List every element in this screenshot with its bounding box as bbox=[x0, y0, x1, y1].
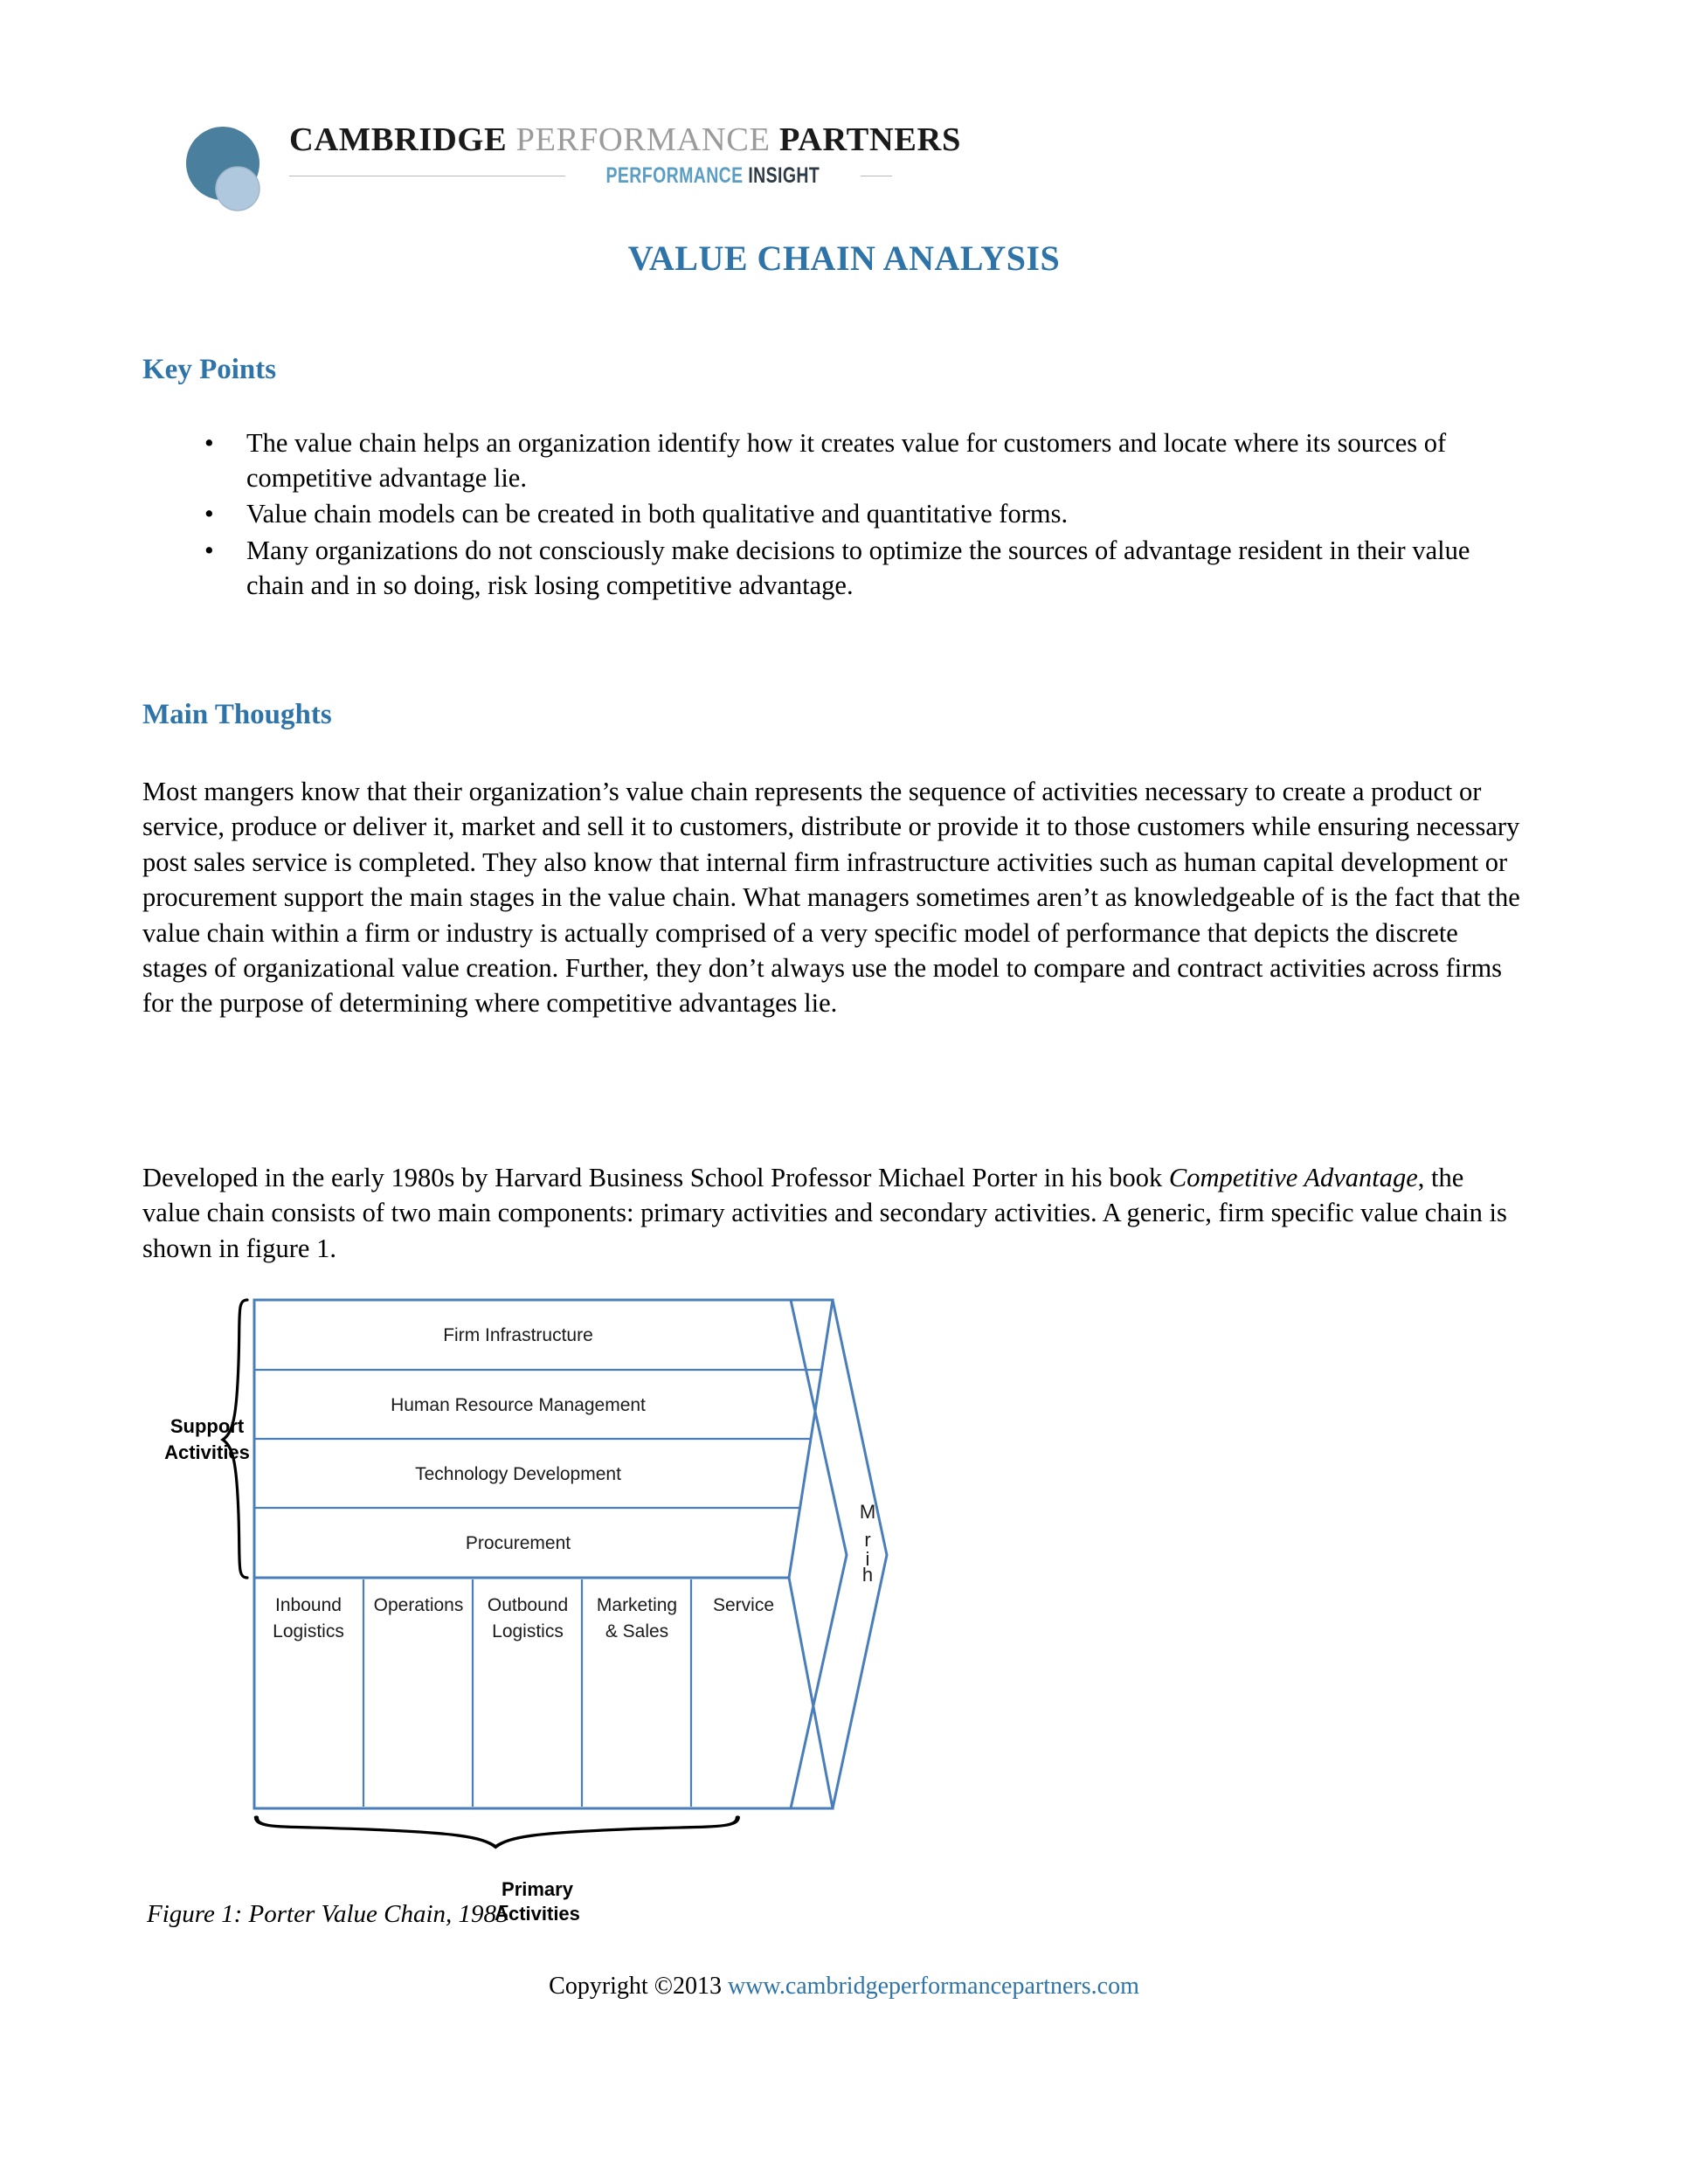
margin-label-char: h bbox=[861, 1564, 874, 1586]
logo-mark-icon bbox=[179, 124, 282, 213]
list-item bbox=[194, 534, 1522, 603]
logo-word-performance: PERFORMANCE bbox=[515, 121, 771, 158]
page-title: VALUE CHAIN ANALYSIS bbox=[627, 238, 1061, 278]
body-paragraph-1: Most mangers know that their organization’s value chain represents the sequence of activities necessary to create a product or service, produce or deliver it, market and sell it to customers, distribute or provide it to those customers while ensuring necessary post sales service is completed. They also know that internal firm infrastructure activities such as human capital development or procurement support the main stages in the value chain. What managers sometimes aren’t as knowledgeable of is the fact that the value chain within a firm or industry is actually comprised of a very specific model of performance that depicts the discrete stages of organizational value creation. Further, they don’t always use the model to compare and contract activities across firms for the purpose of determining where competitive advantages lie. bbox=[142, 777, 1520, 1019]
logo-tagline-row bbox=[289, 163, 892, 189]
primary-activities-label-line2: Activities bbox=[495, 1903, 580, 1925]
figure-caption: Figure 1: Porter Value Chain, 1985 bbox=[147, 1900, 509, 1928]
logo-word-partners: PARTNERS bbox=[778, 121, 961, 158]
list-item bbox=[194, 497, 1522, 532]
list-item-text: The value chain helps an organization identify how it creates value for customers and locate where its sources of competitive advantage lie. bbox=[246, 428, 1447, 493]
footer bbox=[0, 1973, 1688, 2001]
margin-label-char: r bbox=[864, 1529, 871, 1551]
primary-activity-label: Marketing bbox=[596, 1595, 678, 1615]
primary-activity-label: Logistics bbox=[492, 1621, 564, 1641]
support-activities-label-line1: Support bbox=[169, 1415, 245, 1437]
support-activities-brace bbox=[223, 1300, 247, 1578]
section-heading-key-points: Key Points bbox=[142, 354, 277, 385]
bullet-glyph: • bbox=[204, 428, 214, 458]
book-title: Competitive Advantage bbox=[1168, 1163, 1418, 1192]
primary-activity-label: Inbound bbox=[275, 1595, 342, 1615]
logo-word-cambridge: CAMBRIDGE bbox=[289, 121, 508, 158]
logo-wordmark bbox=[289, 121, 961, 189]
support-activity-label: Technology Development bbox=[415, 1464, 621, 1484]
primary-activities-brace bbox=[256, 1817, 737, 1847]
primary-activity-label: & Sales bbox=[605, 1621, 669, 1641]
key-points-list bbox=[194, 426, 1522, 605]
list-item-text: Value chain models can be created in both qualitative and quantitative forms. bbox=[246, 499, 1069, 529]
footer-website-link[interactable]: www.cambridgeperformancepartners.com bbox=[727, 1973, 1139, 2000]
list-item bbox=[194, 426, 1522, 495]
company-logo bbox=[179, 121, 961, 217]
section-heading-main-thoughts: Main Thoughts bbox=[142, 699, 332, 730]
bullet-glyph: • bbox=[204, 535, 214, 565]
primary-activities-label-line1: Primary bbox=[502, 1878, 573, 1900]
primary-activity-label: Outbound bbox=[487, 1595, 569, 1615]
support-activities-label-line2: Activities bbox=[164, 1441, 250, 1463]
margin-label-char: i bbox=[865, 1548, 870, 1570]
support-activity-label: Firm Infrastructure bbox=[443, 1325, 593, 1345]
paragraph-2-pre: Developed in the early 1980s by Harvard Business School Professor Michael Porter in his book bbox=[142, 1163, 1169, 1192]
margin-label-char: M bbox=[859, 1501, 876, 1523]
list-item-text: Many organizations do not consciously make decisions to optimize the sources of advantage resident in their value chain and in so doing, risk losing competitive advantage. bbox=[246, 535, 1470, 600]
logo-tagline-performance: PERFORMANCE bbox=[605, 163, 744, 189]
primary-activity-label: Service bbox=[712, 1595, 775, 1615]
paragraph-2-post: , the value chain consists of two main components: primary activities and secondary activities. A generic, firm specific value chain is shown in figure 1. bbox=[142, 1163, 1507, 1263]
logo-tagline bbox=[606, 163, 820, 189]
body-paragraph-2 bbox=[142, 1160, 1523, 1266]
logo-tagline-insight: INSIGHT bbox=[748, 163, 820, 189]
primary-activity-label: Logistics bbox=[273, 1621, 344, 1641]
primary-activity-label: Operations bbox=[373, 1595, 464, 1615]
margin-chevron-outer bbox=[833, 1300, 887, 1808]
bullet-glyph: • bbox=[204, 499, 214, 529]
logo-company-name bbox=[289, 121, 961, 159]
support-activity-label: Procurement bbox=[465, 1533, 571, 1553]
copyright-text: Copyright ©2013 bbox=[549, 1973, 728, 2000]
support-activity-label: Human Resource Management bbox=[391, 1395, 646, 1415]
